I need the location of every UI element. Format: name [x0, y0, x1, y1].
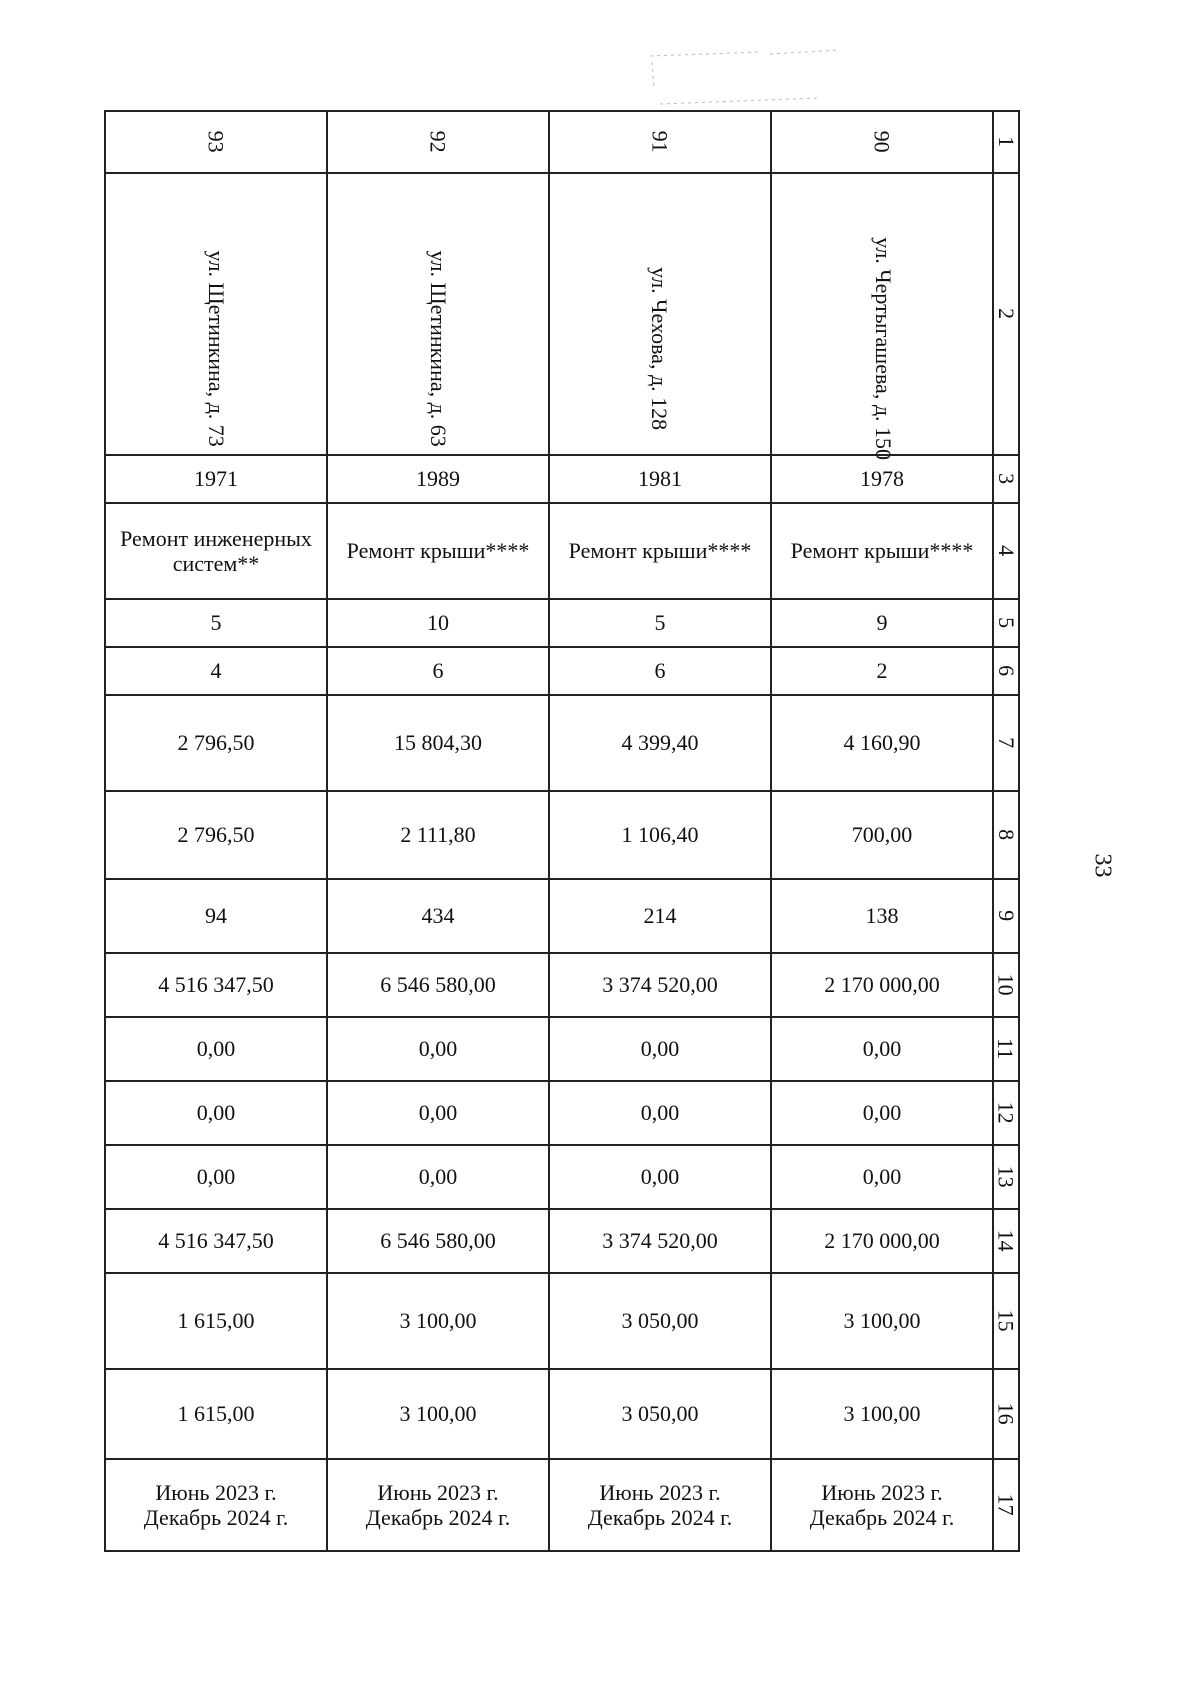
table-cell: 6 546 580,00: [327, 953, 549, 1017]
table-cell: 0,00: [105, 1017, 327, 1081]
table-cell: [105, 173, 327, 455]
column-index-label: 7: [993, 737, 1019, 749]
table-cell: 0,00: [549, 1145, 771, 1209]
column-index-label: 4: [993, 545, 1019, 557]
column-index-label: 3: [993, 473, 1019, 485]
house-number: 90: [869, 130, 895, 153]
period-end: Декабрь 2024 г.: [365, 1505, 511, 1530]
period-start: Июнь 2023 г.: [821, 1479, 943, 1505]
table-cell: 0,00: [771, 1017, 993, 1081]
period-start: Июнь 2023 г.: [155, 1479, 277, 1505]
period-start: Июнь 2023 г.: [599, 1479, 721, 1505]
table-cell: 138: [771, 879, 993, 953]
column-index-label: 17: [993, 1493, 1019, 1516]
table-cell: 1 615,00: [105, 1273, 327, 1369]
column-index: [993, 791, 1019, 879]
table-cell: 5: [549, 599, 771, 647]
table-cell: 214: [549, 879, 771, 953]
column-index-label: 2: [993, 308, 1019, 320]
table-cell: 4 516 347,50: [105, 953, 327, 1017]
table-cell: Ремонт крыши****: [327, 503, 549, 599]
column-index: [993, 1145, 1019, 1209]
house-number: 92: [425, 130, 451, 153]
table-cell: 0,00: [327, 1017, 549, 1081]
table-cell: 15 804,30: [327, 695, 549, 791]
table-cell: [105, 1459, 327, 1551]
table-cell: [771, 111, 993, 173]
table-cell: 2 111,80: [327, 791, 549, 879]
column-index: [993, 953, 1019, 1017]
column-index: [993, 1017, 1019, 1081]
period-end: Декабрь 2024 г.: [809, 1505, 955, 1530]
column-index: [993, 1273, 1019, 1369]
table-row: [105, 1369, 1019, 1459]
table-cell: 2 170 000,00: [771, 1209, 993, 1273]
table-row: [105, 503, 1019, 599]
table-cell: 0,00: [327, 1081, 549, 1145]
table-cell: [327, 111, 549, 173]
column-index-label: 10: [993, 973, 1019, 996]
address-text: ул. Чертыгашева, д. 150: [871, 237, 897, 461]
column-index-label: 13: [993, 1165, 1019, 1188]
table-cell: 6 546 580,00: [327, 1209, 549, 1273]
table-cell: [327, 1459, 549, 1551]
column-index-label: 5: [993, 617, 1019, 629]
table-cell: 1981: [549, 455, 771, 503]
table-cell: 6: [549, 647, 771, 695]
table-row: [105, 1081, 1019, 1145]
column-index: [993, 599, 1019, 647]
table-cell: 700,00: [771, 791, 993, 879]
table-row: [105, 1209, 1019, 1273]
table-cell: 2 796,50: [105, 791, 327, 879]
scan-artifact: [640, 48, 850, 108]
house-number: 91: [647, 130, 673, 153]
period-start: Июнь 2023 г.: [377, 1479, 499, 1505]
table-cell: 2 796,50: [105, 695, 327, 791]
table-cell: 2: [771, 647, 993, 695]
table-cell: 94: [105, 879, 327, 953]
table-cell: 9: [771, 599, 993, 647]
table-row: [105, 1273, 1019, 1369]
column-index: [993, 1081, 1019, 1145]
table-cell: 3 100,00: [771, 1369, 993, 1459]
table-cell: [549, 1459, 771, 1551]
column-index-label: 14: [993, 1229, 1019, 1252]
column-index-label: 12: [993, 1101, 1019, 1124]
table-cell: 4 160,90: [771, 695, 993, 791]
column-index: [993, 455, 1019, 503]
table-cell: 0,00: [105, 1081, 327, 1145]
address-text: ул. Щетинкина, д. 73: [203, 250, 229, 448]
column-index: [993, 879, 1019, 953]
table-cell: 3 050,00: [549, 1273, 771, 1369]
table-row: [105, 111, 1019, 173]
column-index-label: 6: [993, 665, 1019, 677]
table-cell: [105, 111, 327, 173]
table-cell: 3 374 520,00: [549, 953, 771, 1017]
table-cell: [771, 1459, 993, 1551]
table-cell: 5: [105, 599, 327, 647]
table-row: [105, 791, 1019, 879]
table-cell: 10: [327, 599, 549, 647]
table-cell: 1 106,40: [549, 791, 771, 879]
table-cell: Ремонт крыши****: [771, 503, 993, 599]
table-cell: 4 399,40: [549, 695, 771, 791]
column-index: [993, 1459, 1019, 1551]
address-text: ул. Щетинкина, д. 63: [425, 250, 451, 448]
table-row: [105, 953, 1019, 1017]
table-cell: Ремонт крыши****: [549, 503, 771, 599]
address-text: ул. Чехова, д. 128: [647, 267, 673, 431]
table-cell: 4: [105, 647, 327, 695]
column-index-label: 15: [993, 1309, 1019, 1332]
column-index: [993, 1369, 1019, 1459]
table-cell: 0,00: [771, 1145, 993, 1209]
table-cell: 0,00: [327, 1145, 549, 1209]
table-cell: 1978: [771, 455, 993, 503]
table-cell: 1 615,00: [105, 1369, 327, 1459]
table-row: [105, 879, 1019, 953]
table-cell: [549, 173, 771, 455]
table-cell: 3 100,00: [771, 1273, 993, 1369]
table-cell: 6: [327, 647, 549, 695]
table-row: [105, 1017, 1019, 1081]
period-end: Декабрь 2024 г.: [143, 1505, 289, 1530]
table-row: [105, 647, 1019, 695]
column-index-label: 16: [993, 1402, 1019, 1425]
table-cell: 0,00: [549, 1017, 771, 1081]
table-cell: 3 100,00: [327, 1273, 549, 1369]
table-row: [105, 695, 1019, 791]
table-row: [105, 173, 1019, 455]
table-cell: 3 050,00: [549, 1369, 771, 1459]
table-cell: 434: [327, 879, 549, 953]
column-index: [993, 695, 1019, 791]
column-index-label: 1: [993, 136, 1019, 148]
column-index: [993, 503, 1019, 599]
page-number: 33: [1089, 853, 1116, 878]
column-index-label: 8: [993, 829, 1019, 841]
period-end: Декабрь 2024 г.: [587, 1505, 733, 1530]
house-number: 93: [203, 130, 229, 153]
table-cell: [549, 111, 771, 173]
table-cell: [771, 173, 993, 461]
table-row: [105, 1459, 1019, 1551]
table-cell: 3 100,00: [327, 1369, 549, 1459]
table-cell: 1971: [105, 455, 327, 503]
table-row: [105, 599, 1019, 647]
table-cell: Ремонт инженерных систем**: [105, 503, 327, 599]
table-row: [105, 455, 1019, 503]
table-cell: 3 374 520,00: [549, 1209, 771, 1273]
table-cell: 0,00: [549, 1081, 771, 1145]
table-cell: 1989: [327, 455, 549, 503]
column-index-label: 9: [993, 910, 1019, 922]
column-index: [993, 1209, 1019, 1273]
table-cell: 0,00: [105, 1145, 327, 1209]
table-cell: 4 516 347,50: [105, 1209, 327, 1273]
column-index-label: 11: [993, 1038, 1019, 1060]
column-index: [993, 173, 1019, 455]
column-index: [993, 647, 1019, 695]
table-row: [105, 1145, 1019, 1209]
table-cell: 0,00: [771, 1081, 993, 1145]
table-cell: 2 170 000,00: [771, 953, 993, 1017]
column-index: [993, 111, 1019, 173]
repair-registry-table: [104, 110, 1020, 1552]
table-cell: [327, 173, 549, 455]
